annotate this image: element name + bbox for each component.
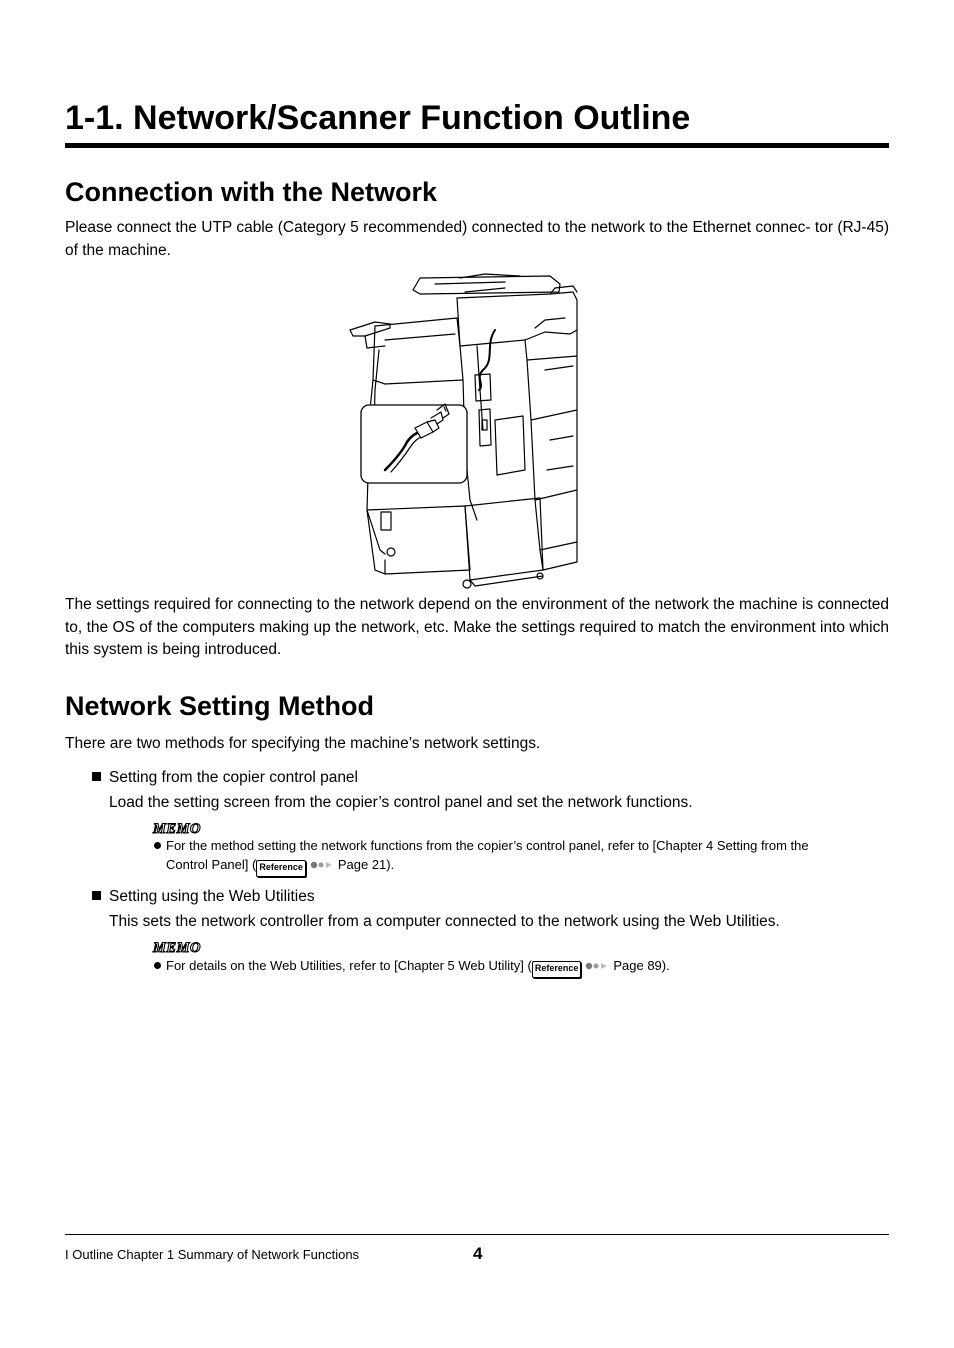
reference-icon[interactable]: Reference (256, 860, 306, 877)
connection-intro: Please connect the UTP cable (Category 5 recommended) connected to the network to the Ethernet connec- tor (RJ-45) of the machine. (65, 219, 889, 259)
section-heading-setting-method: Network Setting Method (65, 691, 374, 721)
page-number: 4 (473, 1244, 483, 1263)
list-item (92, 768, 358, 788)
memo-label: MEMO (153, 821, 201, 837)
memo-text-continued: Control Panel] ( Reference Page 21). (166, 855, 394, 877)
footer-rule (65, 1234, 889, 1235)
connection-body: The settings required for connecting to the network depend on the environment of the network the machine is connected to, the OS of the computers making up the network, etc. Make the settings required to match the environment into which this system is being introduced. (65, 596, 889, 658)
memo-label: MEMO (153, 940, 201, 956)
round-bullet-icon (154, 962, 161, 969)
round-bullet-icon (154, 842, 161, 849)
memo-text: For details on the Web Utilities, refer to [Chapter 5 Web Utility] ( Reference Page 89). (154, 956, 670, 978)
arrow-dots-icon (585, 961, 609, 971)
reference-icon[interactable]: Reference (532, 961, 582, 978)
list-item (92, 887, 315, 907)
memo-text: For the method setting the network functions from the copier’s control panel, refer to [Chapter 4 Setting from the (154, 836, 884, 855)
item-description: This sets the network controller from a computer connected to the network using the Web Utilities. (109, 913, 780, 930)
square-bullet-icon (92, 772, 101, 781)
setting-method-intro: There are two methods for specifying the machine’s network settings. (65, 735, 541, 752)
item-title: Setting from the copier control panel (109, 769, 358, 786)
page-title: 1-1. Network/Scanner Function Outline (65, 99, 691, 137)
footer-chapter-text: I Outline Chapter 1 Summary of Network Functions (65, 1247, 360, 1262)
square-bullet-icon (92, 891, 101, 900)
section-heading-connection: Connection with the Network (65, 177, 438, 207)
title-underline (65, 143, 889, 148)
item-description: Load the setting screen from the copier’s control panel and set the network functions. (109, 794, 693, 811)
copier-network-illustration (345, 270, 590, 598)
item-title: Setting using the Web Utilities (109, 888, 315, 905)
arrow-dots-icon (310, 860, 334, 870)
